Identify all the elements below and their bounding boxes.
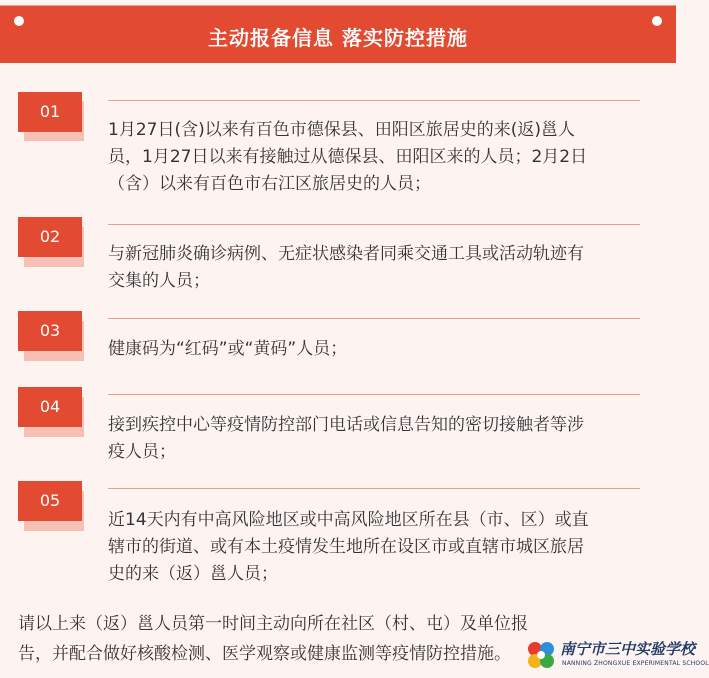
item-text: 1月27日(含)以来有百色市德保县、田阳区旅居史的来(返)邕人 员，1月27日以来有接触过从德保县、田阳区来的人员；2月2日 （含）以来有百色市右江区旅居史的人员； xyxy=(108,120,588,194)
divider xyxy=(108,224,640,225)
item-text: 健康码为“红码”或“黄码”人员； xyxy=(108,339,348,359)
page-header xyxy=(0,5,676,63)
item-text: 近14天内有中高风险地区或中高风险地区所在县（市、区）或直 辖市的街道、或有本土疫情发生地所在设区市或直辖市城区旅居 史的来（返）邕人员； xyxy=(108,510,589,584)
item-number-badge: 02 xyxy=(18,217,82,257)
school-watermark xyxy=(522,636,709,674)
item-number-badge: 03 xyxy=(18,311,82,351)
school-subtitle: NANNING ZHONGXUE EXPERIMENTAL SCHOOL xyxy=(562,660,709,667)
divider xyxy=(108,394,640,395)
divider xyxy=(108,318,640,319)
item-number-badge: 01 xyxy=(18,92,82,132)
page-title: 主动报备信息 落实防控措施 xyxy=(208,26,468,50)
divider xyxy=(108,100,640,101)
item-text: 接到疾控中心等疫情防控部门电话或信息告知的密切接触者等涉 疫人员； xyxy=(108,415,584,462)
item-number-badge: 05 xyxy=(18,481,82,521)
divider xyxy=(108,488,640,489)
notice-paragraph: 请以上来（返）邕人员第一时间主动向所在社区（村、屯）及单位报 告，并配合做好核酸检测、医学观察或健康监测等疫情防控措施。 xyxy=(18,614,528,664)
item-number-badge: 04 xyxy=(18,387,82,427)
school-emblem-icon xyxy=(524,638,558,672)
item-text: 与新冠肺炎确诊病例、无症状感染者同乘交通工具或活动轨迹有 交集的人员； xyxy=(108,244,584,291)
school-name: 南宁市三中实验学校 xyxy=(560,640,696,658)
